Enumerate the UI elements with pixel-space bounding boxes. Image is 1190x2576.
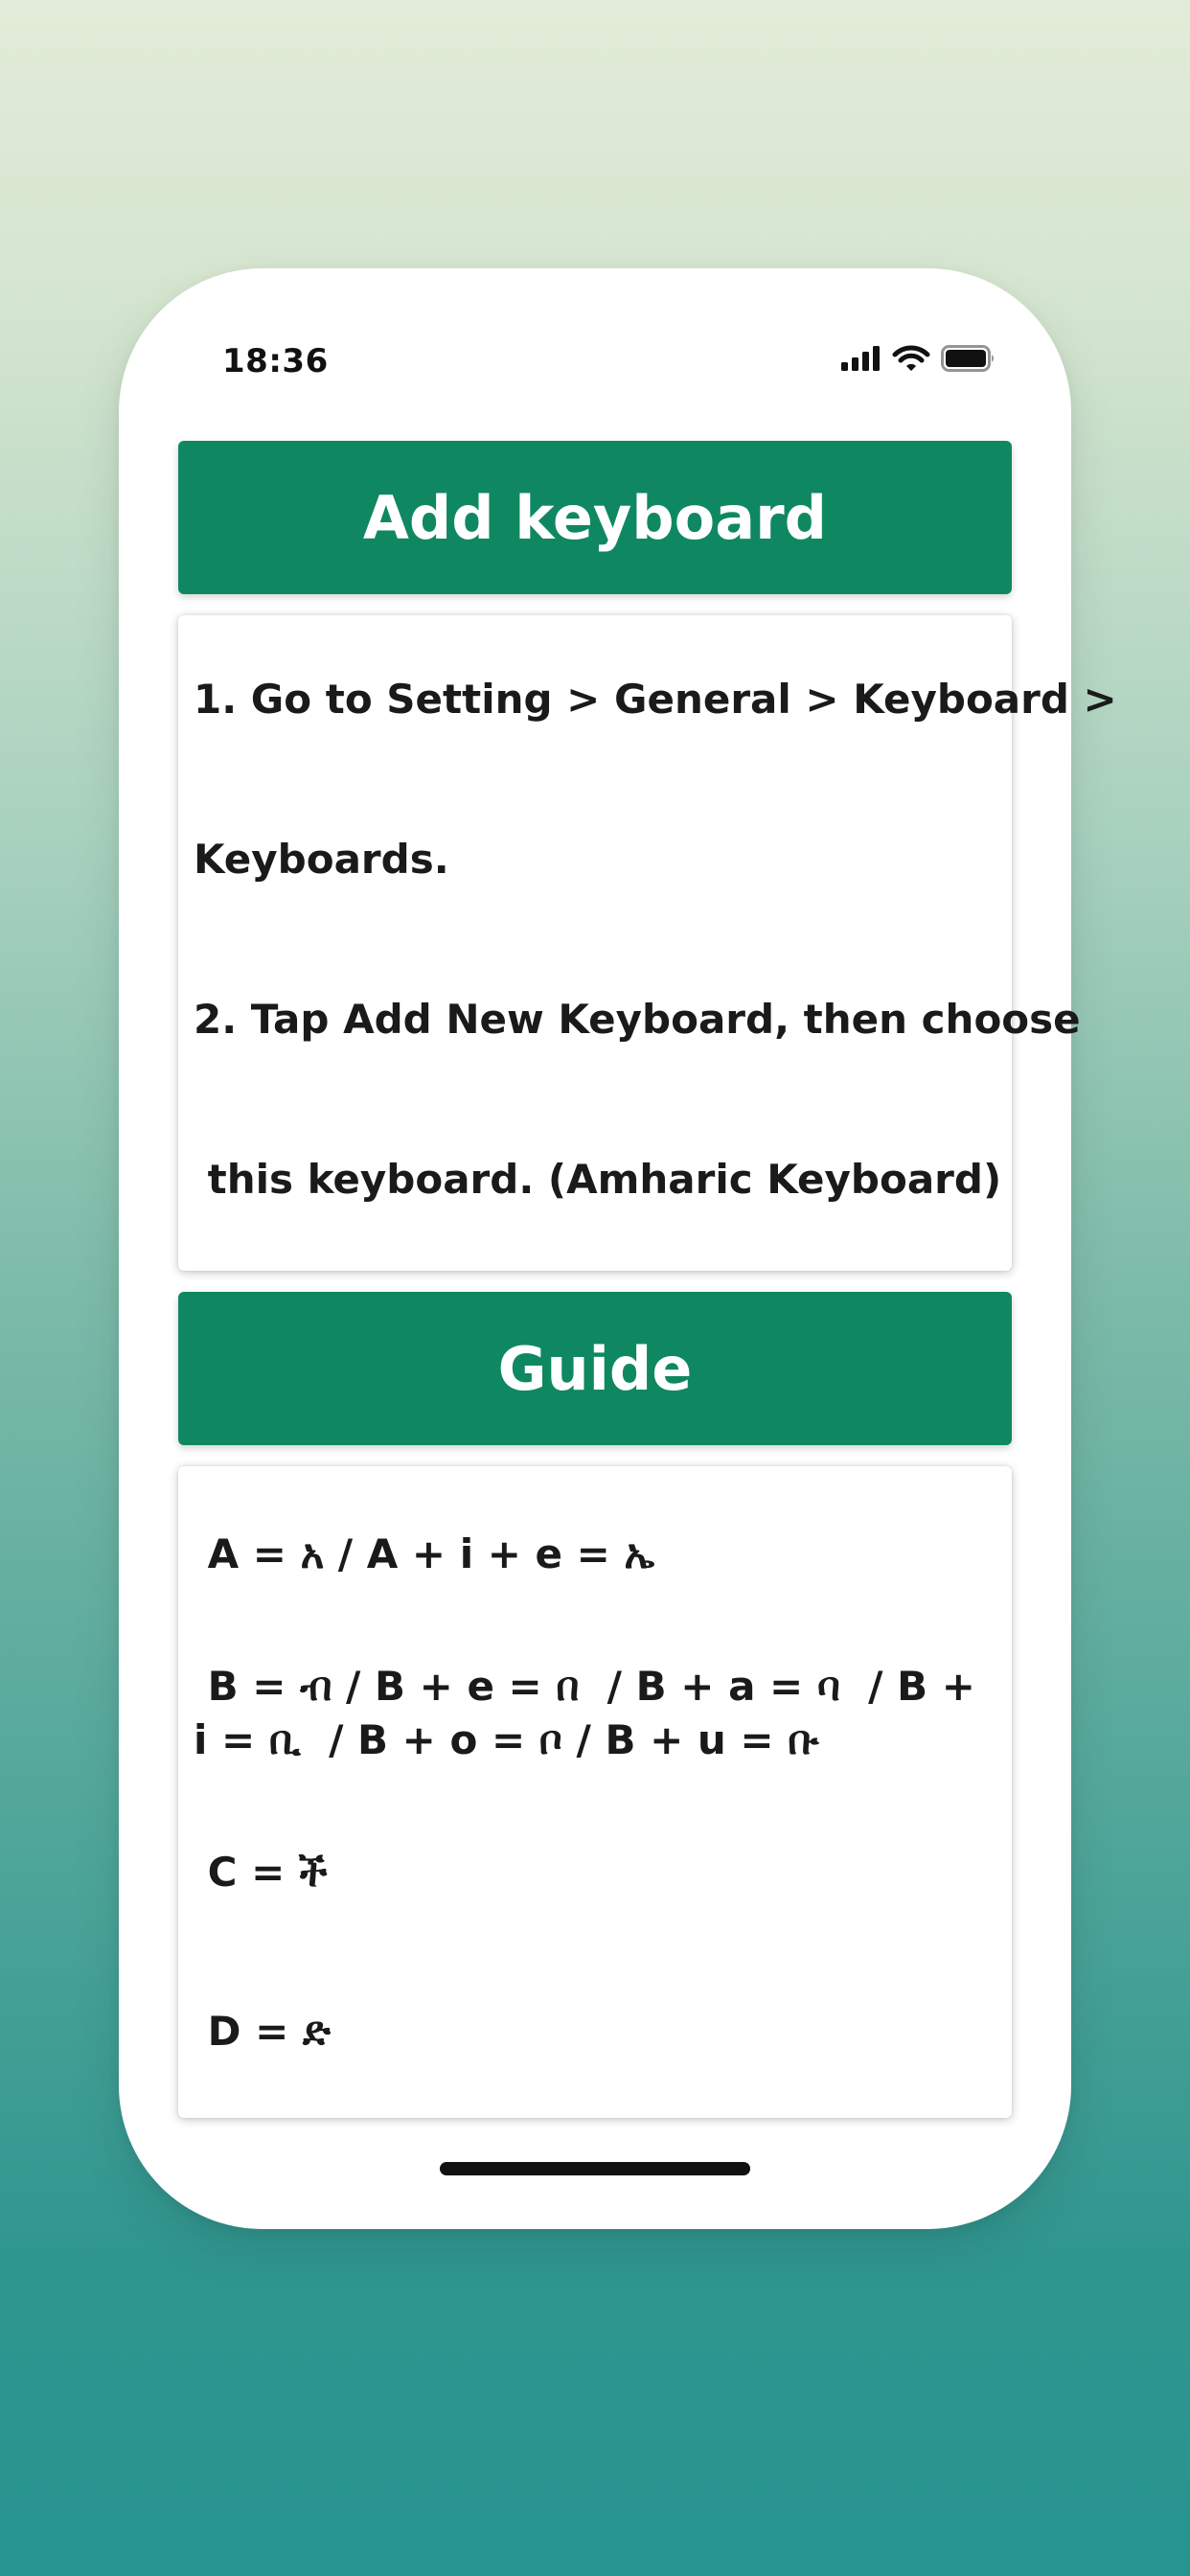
guide-entry-c: C = ች (194, 1849, 328, 1896)
add-keyboard-instructions-card (178, 615, 1117, 1271)
instruction-line: Keyboards. (194, 836, 449, 883)
battery-icon (941, 345, 996, 376)
scroll-content[interactable] (178, 441, 1117, 2093)
wifi-icon (893, 345, 929, 376)
instruction-line: 2. Tap Add New Keyboard, then choose (194, 996, 1081, 1043)
phone-frame (119, 268, 1117, 2229)
guide-header: Guide (178, 1292, 1012, 1445)
status-bar (119, 268, 1071, 383)
guide-entry-d: D = ድ (194, 2008, 331, 2055)
status-time: 18:36 (222, 342, 329, 380)
add-keyboard-header: Add keyboard (178, 441, 1012, 594)
instruction-line: this keyboard. (Amharic Keyboard) (194, 1156, 1002, 1203)
instruction-line: 1. Go to Setting > General > Keyboard > (194, 676, 1117, 723)
home-indicator[interactable] (440, 2162, 750, 2175)
guide-card (178, 1466, 1012, 2118)
guide-entry-a: A = አ / A + i + e = ኤ (194, 1530, 655, 1577)
guide-entry-b: B = ብ / B + e = በ / B + a = ባ / B + i = ቢ / B + o = ቦ / B + u = ቡ (194, 1663, 990, 1763)
cellular-signal-icon (841, 346, 881, 375)
status-icons (841, 345, 996, 376)
